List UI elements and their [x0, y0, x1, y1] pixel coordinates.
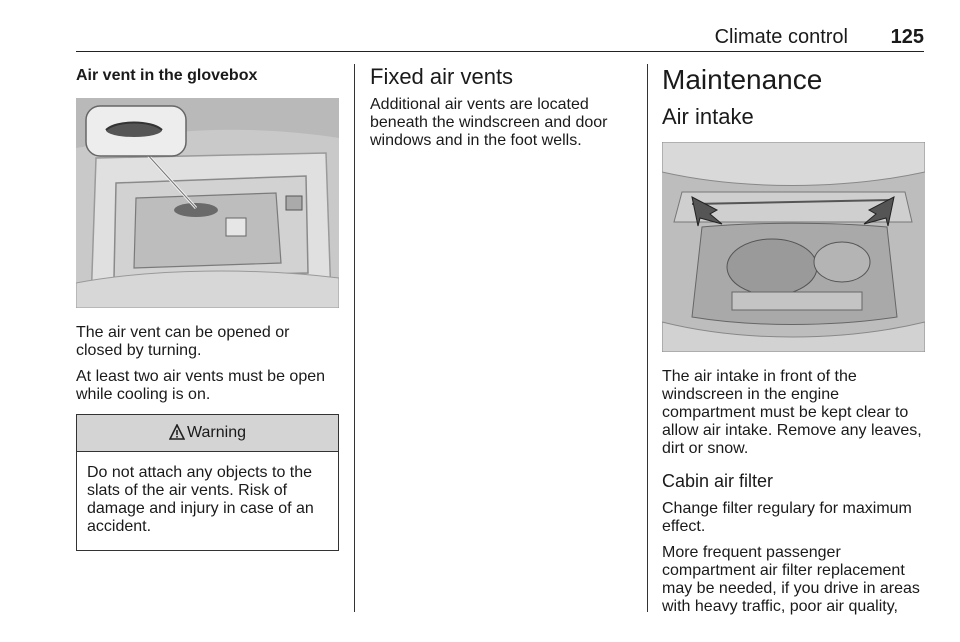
section-title: Climate control	[714, 26, 848, 48]
column-divider	[354, 64, 355, 612]
warning-triangle-icon	[169, 418, 185, 454]
section-heading: Air intake	[662, 104, 754, 129]
column-divider	[647, 64, 648, 612]
body-text: The air intake in front of the windscreen in the engine compartment must be kept clear to allow air intake. Remove any leaves, dirt or snow.	[662, 368, 922, 457]
page-number: 125	[890, 26, 924, 48]
chapter-heading: Maintenance	[662, 64, 823, 95]
engine-compartment-illustration	[662, 142, 925, 352]
warning-box	[76, 414, 339, 551]
glovebox-vent-illustration	[76, 98, 339, 308]
column-1	[76, 62, 339, 551]
warning-header	[77, 415, 338, 452]
warning-title: Warning	[187, 424, 246, 441]
subsection-heading: Cabin air filter	[662, 471, 774, 491]
body-text: More frequent passenger compartment air filter replacement may be needed, if you drive in areas with heavy traffic, poor air quality,	[662, 544, 920, 615]
column-2	[370, 62, 632, 158]
section-heading: Air vent in the glovebox	[76, 67, 258, 84]
body-text: Change filter regulary for maximum effect.	[662, 500, 912, 535]
column-3	[662, 62, 925, 624]
body-text: The air vent can be opened or closed by turning.	[76, 324, 290, 359]
body-text: Additional air vents are located beneath the windscreen and door windows and in the foot wells.	[370, 96, 608, 149]
warning-text: Do not attach any objects to the slats of the air vents. Risk of damage and injury in case of an accident.	[87, 464, 314, 535]
header-rule	[76, 51, 924, 52]
page-header	[76, 26, 924, 50]
body-text: At least two air vents must be open while cooling is on.	[76, 368, 326, 403]
section-heading: Fixed air vents	[370, 64, 514, 89]
